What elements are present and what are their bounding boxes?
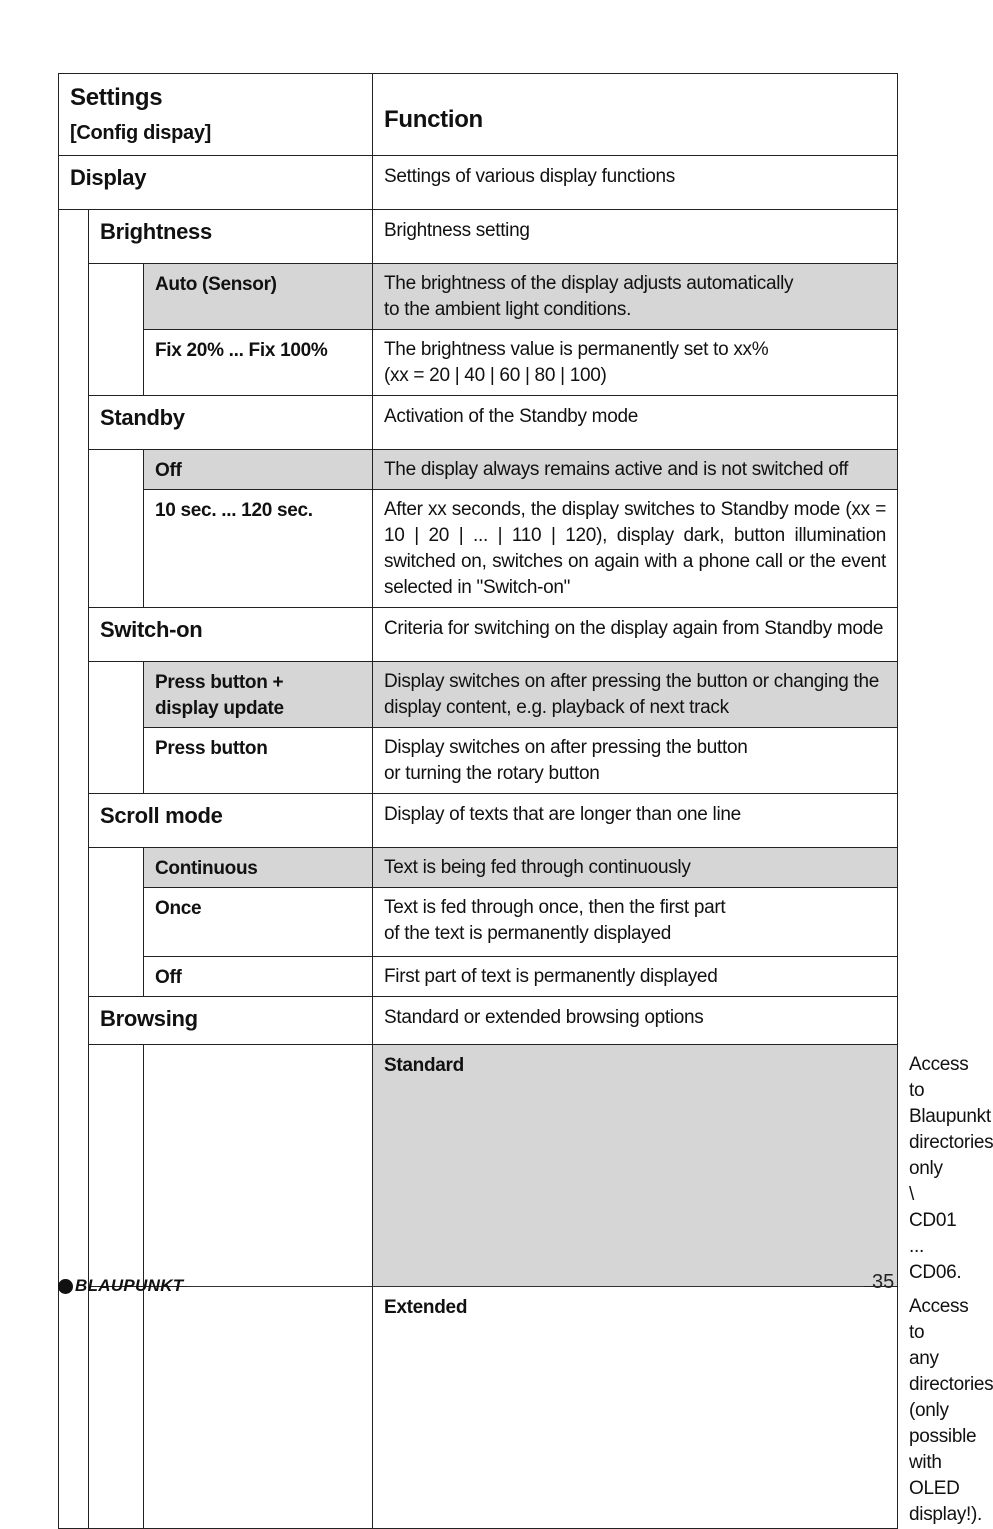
footer-divider bbox=[188, 1286, 864, 1287]
table-row bbox=[59, 848, 898, 888]
standard-label: Standard bbox=[373, 1045, 898, 1287]
brightness-desc: Brightness setting bbox=[373, 210, 898, 264]
scroll-off-label: Off bbox=[144, 957, 373, 997]
settings-header-cell bbox=[59, 74, 373, 156]
indent-cell bbox=[59, 210, 89, 1529]
scroll-off-desc: First part of text is permanently displayed bbox=[373, 957, 898, 997]
press-update-label bbox=[144, 662, 373, 728]
desc-line: The brightness value is permanently set to xx% bbox=[384, 339, 769, 360]
desc-line: Display switches on after pressing the button bbox=[384, 737, 748, 758]
standby-desc: Activation of the Standby mode bbox=[373, 396, 898, 450]
continuous-label: Continuous bbox=[144, 848, 373, 888]
scroll-mode-label: Scroll mode bbox=[89, 794, 373, 848]
table-row bbox=[59, 794, 898, 848]
table-row bbox=[59, 997, 898, 1045]
switch-on-desc: Criteria for switching on the display again from Standby mode bbox=[373, 608, 898, 662]
desc-line: Text is fed through once, then the first part bbox=[384, 897, 726, 918]
browsing-label: Browsing bbox=[89, 997, 373, 1045]
once-desc bbox=[373, 888, 898, 957]
desc-line: of the text is permanently displayed bbox=[384, 923, 672, 944]
press-update-desc bbox=[373, 662, 898, 728]
table-row bbox=[59, 490, 898, 608]
indent-cell bbox=[89, 450, 144, 608]
table-row bbox=[59, 210, 898, 264]
standby-off-desc: The display always remains active and is not switched off bbox=[373, 450, 898, 490]
standby-sec-label: 10 sec. ... 120 sec. bbox=[144, 490, 373, 608]
switch-on-label: Switch-on bbox=[89, 608, 373, 662]
press-button-desc bbox=[373, 728, 898, 794]
desc-line: to the ambient light conditions. bbox=[384, 299, 632, 320]
browsing-desc: Standard or extended browsing options bbox=[373, 997, 898, 1045]
indent-cell bbox=[89, 264, 144, 396]
standby-off-label: Off bbox=[144, 450, 373, 490]
fix-desc bbox=[373, 330, 898, 396]
extended-label: Extended bbox=[373, 1287, 898, 1529]
indent-cell bbox=[144, 1287, 373, 1529]
continuous-desc: Text is being fed through continuously bbox=[373, 848, 898, 888]
table-row: Standard Access to Blaupunkt directories only \ CD01 ... CD06. bbox=[59, 1045, 898, 1287]
auto-sensor-desc bbox=[373, 264, 898, 330]
table-row bbox=[59, 156, 898, 210]
once-label: Once bbox=[144, 888, 373, 957]
standby-sec-desc: After xx seconds, the display switches to Standby mode (xx = 10 | 20 | ... | 110 | 120), display dark, button illumination switched on, switches on again with a phone call or the event selected in "Switch-on" bbox=[373, 490, 898, 608]
scroll-mode-desc: Display of texts that are longer than one line bbox=[373, 794, 898, 848]
table-row: Extended Access to any directories (only possible with OLED display!). bbox=[59, 1287, 898, 1529]
table-row bbox=[59, 264, 898, 330]
label-line: Press button + bbox=[155, 672, 284, 693]
desc-line: The brightness of the display adjusts automatically bbox=[384, 273, 794, 294]
desc-line: Display switches on after pressing the button or changing the bbox=[384, 671, 879, 692]
desc-line: display content, e.g. playback of next track bbox=[384, 697, 729, 718]
page-number: 35 bbox=[872, 1271, 895, 1293]
label-line: display update bbox=[155, 698, 284, 719]
table-row bbox=[59, 608, 898, 662]
table-row bbox=[59, 396, 898, 450]
display-desc: Settings of various display functions bbox=[373, 156, 898, 210]
settings-subheading: [Config dispay] bbox=[70, 122, 212, 144]
table-row bbox=[59, 957, 898, 997]
brightness-label: Brightness bbox=[89, 210, 373, 264]
table-row bbox=[59, 662, 898, 728]
settings-heading: Settings bbox=[70, 84, 163, 111]
table-row bbox=[59, 888, 898, 957]
logo-text: BLAUPUNKT bbox=[75, 1276, 184, 1295]
indent-cell bbox=[89, 662, 144, 794]
desc-line: (xx = 20 | 40 | 60 | 80 | 100) bbox=[384, 365, 607, 386]
table-row bbox=[59, 728, 898, 794]
display-label: Display bbox=[59, 156, 373, 210]
standby-label: Standby bbox=[89, 396, 373, 450]
table-row bbox=[59, 450, 898, 490]
indent-cell bbox=[89, 1287, 144, 1529]
auto-sensor-label: Auto (Sensor) bbox=[144, 264, 373, 330]
indent-cell bbox=[89, 1045, 144, 1287]
desc-line: or turning the rotary button bbox=[384, 763, 600, 784]
table-row bbox=[59, 330, 898, 396]
indent-cell bbox=[89, 848, 144, 997]
fix-label: Fix 20% ... Fix 100% bbox=[144, 330, 373, 396]
function-heading: Function bbox=[373, 74, 898, 156]
logo-dot-icon bbox=[58, 1279, 73, 1294]
blaupunkt-logo bbox=[58, 1275, 183, 1297]
press-button-label: Press button bbox=[144, 728, 373, 794]
indent-cell bbox=[144, 1045, 373, 1287]
header-row bbox=[59, 74, 898, 156]
settings-table bbox=[58, 73, 993, 1529]
